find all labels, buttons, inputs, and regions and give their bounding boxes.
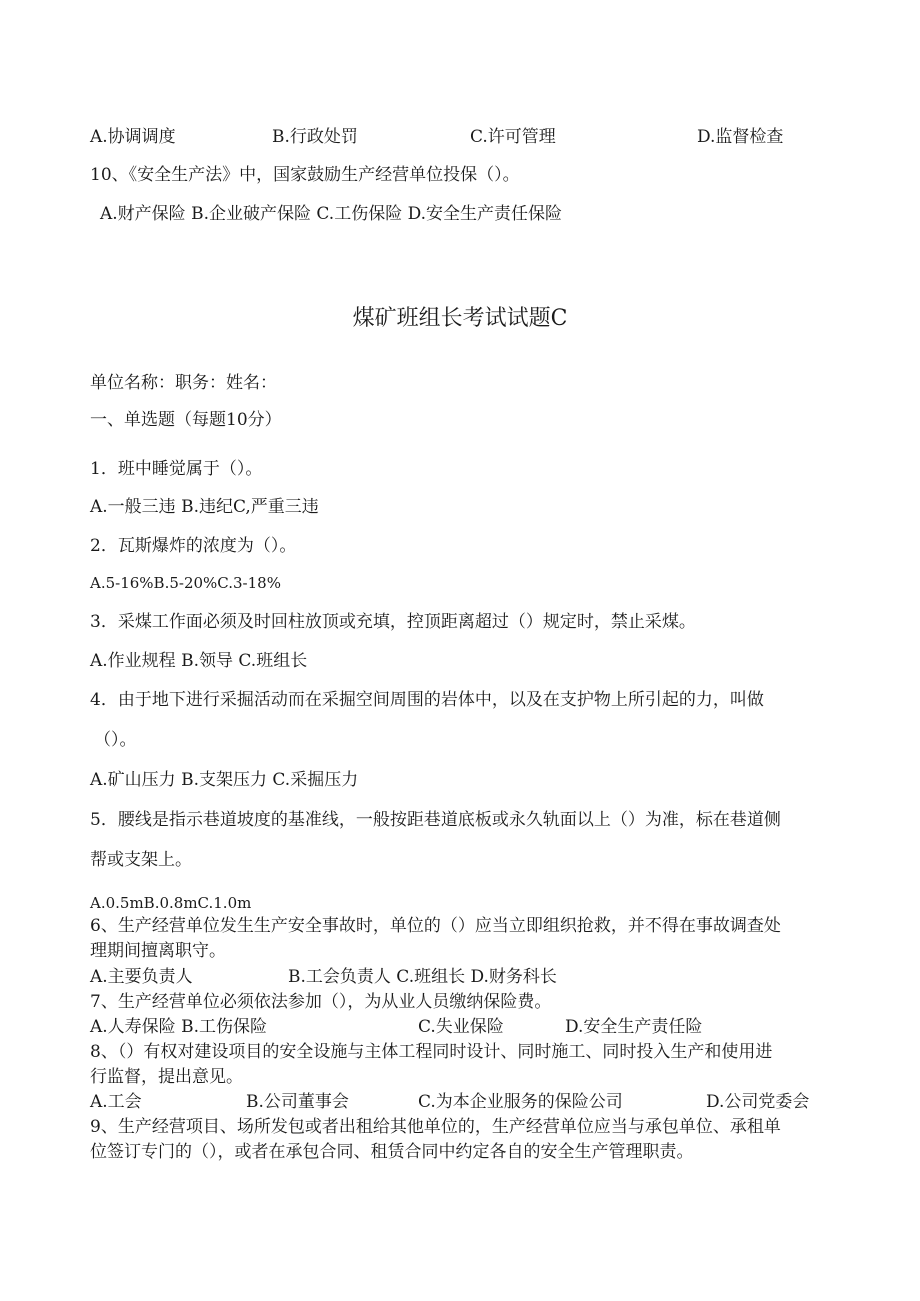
q8-text-line2: 行监督，提出意见。 [90, 1067, 243, 1087]
q7-text: 7、生产经营单位必须依法参加（），为从业人员缴纳保险费。 [90, 992, 552, 1012]
q3-options: A.作业规程 B.领导 C.班组长 [90, 651, 308, 671]
q9-option-b: B.行政处罚 [272, 127, 358, 147]
q9-text-line2: 位签订专门的（），或者在承包合同、租赁合同中约定各自的安全生产管理职责。 [90, 1142, 694, 1162]
q8-option-b: B.公司董事会 [246, 1092, 349, 1112]
q4-options: A.矿山压力 B.支架压力 C.采掘压力 [90, 770, 359, 790]
q4-text-line1: 4．由于地下进行采掘活动而在采掘空间周围的岩体中，以及在支护物上所引起的力，叫做 [90, 690, 764, 710]
q3-text: 3．采煤工作面必须及时回柱放顶或充填，控顶距离超过（）规定时，禁止采煤。 [90, 612, 696, 632]
q1-options: A.一般三违 B.违纪C,严重三违 [90, 497, 319, 517]
q8-option-c: C.为本企业服务的保险公司 [418, 1092, 623, 1112]
q9-option-c: C.许可管理 [470, 127, 556, 147]
q10-options: A.财产保险 B.企业破产保险 C.工伤保险 D.安全生产责任保险 [100, 204, 563, 224]
q6-text-line2: 理期间擅离职守。 [90, 941, 226, 961]
q10-text: 10、《安全生产法》中，国家鼓励生产经营单位投保（）。 [90, 165, 520, 185]
info-line: 单位名称：职务：姓名： [90, 373, 277, 393]
q6-text-line1: 6、生产经营单位发生生产安全事故时，单位的（）应当立即组织抢救，并不得在事故调查处 [90, 916, 781, 936]
q6-options-rest: B.工会负责人 C.班组长 D.财务科长 [288, 967, 557, 987]
q8-option-d: D.公司党委会 [706, 1092, 810, 1112]
q9-text-line1: 9、生产经营项目、场所发包或者出租给其他单位的，生产经营单位应当与承包单位、承租单 [90, 1117, 781, 1137]
q9-option-a: A.协调调度 [90, 127, 176, 147]
q5-options: A.0.5mB.0.8mC.1.0m [90, 894, 252, 912]
q9-option-d: D.监督检查 [697, 127, 784, 147]
q1-text: 1．班中睡觉属于（）。 [90, 459, 263, 479]
q6-option-a: A.主要负责人 [90, 967, 193, 987]
q4-text-line2: （）。 [94, 730, 137, 750]
section-heading: 一、单选题（每题10分） [90, 410, 282, 430]
q2-options: A.5-16%B.5-20%C.3-18% [90, 574, 281, 592]
q7-option-d: D.安全生产责任险 [565, 1017, 703, 1037]
q7-option-c: C.失业保险 [418, 1017, 504, 1037]
q8-option-a: A.工会 [90, 1092, 142, 1112]
q5-text-line1: 5．腰线是指示巷道坡度的基准线，一般按距巷道底板或永久轨面以上（）为准，标在巷道侧 [90, 810, 781, 830]
exam-title: 煤矿班组长考试试题C [352, 306, 568, 331]
q7-options-ab: A.人寿保险 B.工伤保险 [90, 1017, 267, 1037]
q8-text-line1: 8、（）有权对建设项目的安全设施与主体工程同时设计、同时施工、同时投入生产和使用进 [90, 1042, 773, 1062]
q2-text: 2．瓦斯爆炸的浓度为（）。 [90, 536, 297, 556]
q5-text-line2: 帮或支架上。 [90, 850, 192, 870]
